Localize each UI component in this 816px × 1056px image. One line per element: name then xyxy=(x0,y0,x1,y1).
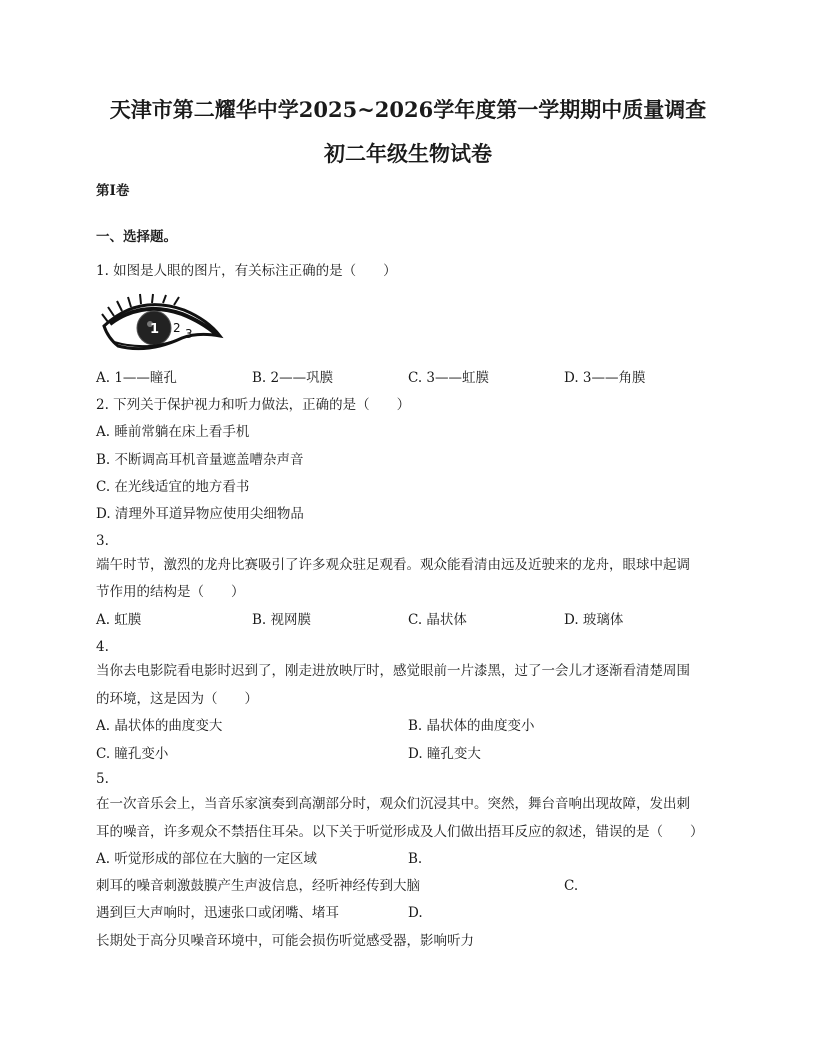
exam-title: 天津市第二耀华中学2025~2026学年度第一学期期中质量调查 xyxy=(109,97,707,122)
question-3-number: 3. xyxy=(96,533,109,549)
figure-label-3: 3 xyxy=(185,327,193,341)
question-1-option-d: D. 3——角膜 xyxy=(564,370,646,386)
question-3-option-b: B. 视网膜 xyxy=(252,612,312,628)
question-5-option-c-text: 遇到巨大声响时，迅速张口或闭嘴、堵耳 xyxy=(96,905,339,921)
section-heading: 一、选择题。 xyxy=(96,229,177,245)
question-4-option-a: A. 晶状体的曲度变大 xyxy=(96,718,223,734)
question-3-option-d: D. 玻璃体 xyxy=(564,612,624,628)
question-5-option-d-label: D. xyxy=(408,905,423,921)
question-1-stem: 1. 如图是人眼的图片，有关标注正确的是（ ） xyxy=(96,263,397,279)
figure-label-2: 2 xyxy=(173,321,181,335)
question-5-number: 5. xyxy=(96,771,109,787)
question-5-option-d-text: 长期处于高分贝噪音环境中，可能会损伤听觉感受器，影响听力 xyxy=(96,933,474,949)
question-5-option-b-label: B. xyxy=(408,851,423,867)
human-eye-figure xyxy=(98,292,224,358)
volume-label: 第I卷 xyxy=(96,183,130,199)
question-3-stem-line-1: 端午时节，激烈的龙舟比赛吸引了许多观众驻足观看。观众能看清由远及近驶来的龙舟，眼球中起调 xyxy=(96,557,690,573)
question-2-option-c: C. 在光线适宜的地方看书 xyxy=(96,479,250,495)
question-5-option-c-label: C. xyxy=(564,878,579,894)
question-4-stem-line-2: 的环境，这是因为（ ） xyxy=(96,691,258,707)
exam-subtitle: 初二年级生物试卷 xyxy=(324,141,492,166)
question-5-option-a: A. 听觉形成的部位在大脑的一定区域 xyxy=(96,851,317,867)
question-3-option-c: C. 晶状体 xyxy=(408,612,467,628)
question-1-option-c: C. 3——虹膜 xyxy=(408,370,490,386)
question-5-stem-line-2: 耳的噪音，许多观众不禁捂住耳朵。以下关于听觉形成及人们做出捂耳反应的叙述，错误的是（ ） xyxy=(96,824,704,840)
question-1-option-a: A. 1——瞳孔 xyxy=(96,370,177,386)
question-4-number: 4. xyxy=(96,639,109,655)
question-4-option-b: B. 晶状体的曲度变小 xyxy=(408,718,535,734)
question-2-option-d: D. 清理外耳道异物应使用尖细物品 xyxy=(96,506,304,522)
question-4-option-d: D. 瞳孔变大 xyxy=(408,746,481,762)
question-2-stem: 2. 下列关于保护视力和听力做法，正确的是（ ） xyxy=(96,397,411,413)
question-1-option-b: B. 2——巩膜 xyxy=(252,370,334,386)
question-2-option-a: A. 睡前常躺在床上看手机 xyxy=(96,424,250,440)
question-2-option-b: B. 不断调高耳机音量遮盖嘈杂声音 xyxy=(96,452,304,468)
question-4-option-c: C. 瞳孔变小 xyxy=(96,746,169,762)
question-5-stem-line-1: 在一次音乐会上，当音乐家演奏到高潮部分时，观众们沉浸其中。突然，舞台音响出现故障，发出刺 xyxy=(96,796,690,812)
figure-label-1: 1 xyxy=(150,322,160,337)
question-3-stem-line-2: 节作用的结构是（ ） xyxy=(96,584,245,600)
question-3-option-a: A. 虹膜 xyxy=(96,612,142,628)
question-4-stem-line-1: 当你去电影院看电影时迟到了，刚走进放映厅时，感觉眼前一片漆黑，过了一会儿才逐渐看清楚周围 xyxy=(96,663,690,679)
question-5-option-b-text: 刺耳的噪音刺激鼓膜产生声波信息，经听神经传到大脑 xyxy=(96,878,420,894)
